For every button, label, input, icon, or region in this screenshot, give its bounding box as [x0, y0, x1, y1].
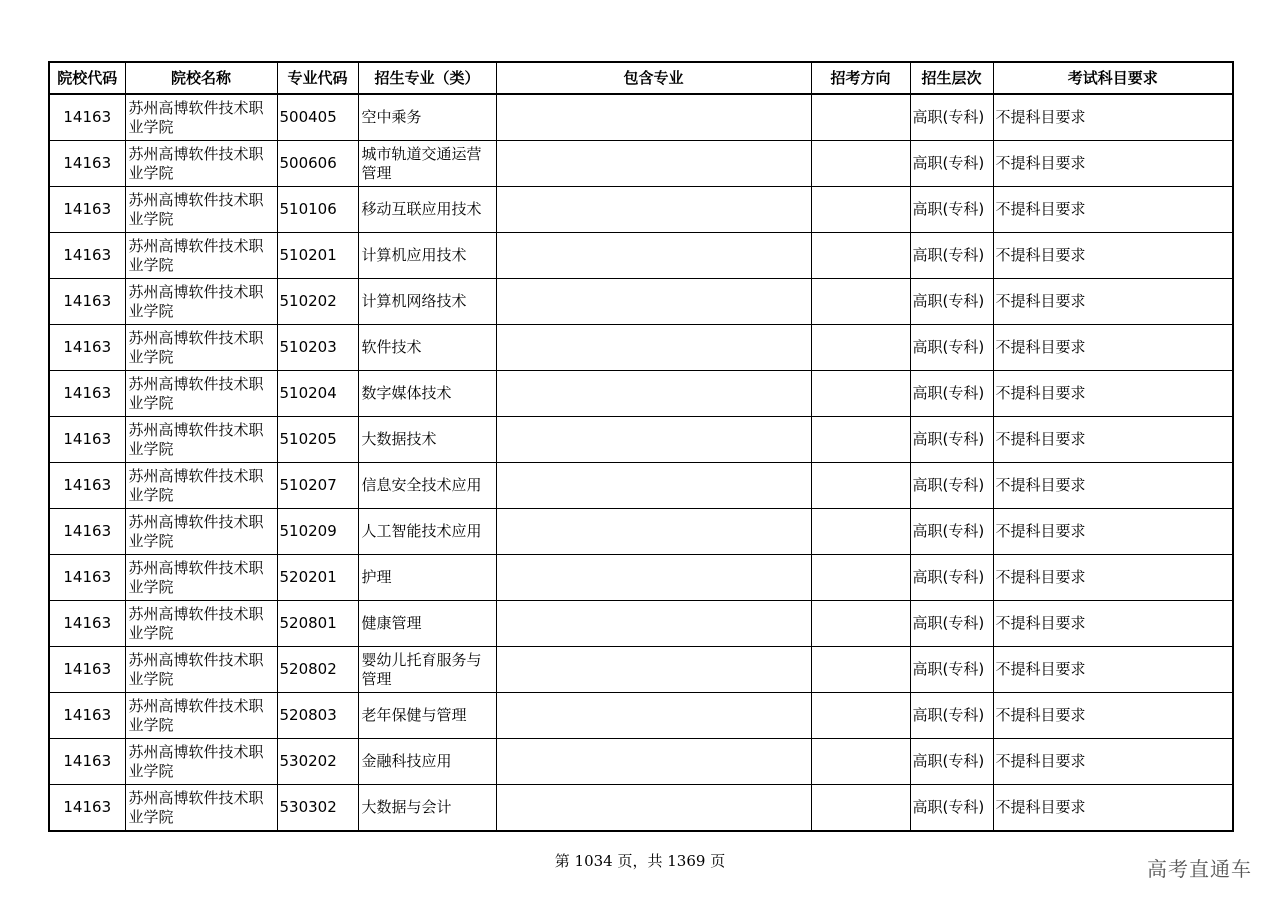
table-row	[49, 94, 1233, 141]
cell-included-majors	[496, 325, 811, 371]
cell-major: 计算机网络技术	[358, 279, 496, 325]
cell-level: 高职(专科)	[910, 785, 993, 832]
cell-school-code: 14163	[49, 463, 125, 509]
header-school-code: 院校代码	[49, 62, 125, 94]
admissions-table	[48, 61, 1234, 832]
cell-school-name: 苏州高博软件技术职业学院	[125, 739, 277, 785]
cell-included-majors	[496, 279, 811, 325]
cell-level: 高职(专科)	[910, 463, 993, 509]
cell-subject-requirement: 不提科目要求	[993, 555, 1233, 601]
cell-major: 信息安全技术应用	[358, 463, 496, 509]
cell-school-code: 14163	[49, 739, 125, 785]
cell-level: 高职(专科)	[910, 371, 993, 417]
cell-school-name: 苏州高博软件技术职业学院	[125, 555, 277, 601]
cell-direction	[811, 417, 910, 463]
cell-school-code: 14163	[49, 279, 125, 325]
cell-school-name: 苏州高博软件技术职业学院	[125, 141, 277, 187]
cell-major-code: 510204	[277, 371, 358, 417]
cell-school-code: 14163	[49, 371, 125, 417]
page-number: 第 1034 页，共 1369 页	[554, 852, 726, 870]
table-row	[49, 463, 1233, 509]
cell-major: 空中乘务	[358, 94, 496, 141]
cell-subject-requirement: 不提科目要求	[993, 141, 1233, 187]
cell-subject-requirement: 不提科目要求	[993, 94, 1233, 141]
cell-major: 护理	[358, 555, 496, 601]
cell-school-code: 14163	[49, 325, 125, 371]
cell-level: 高职(专科)	[910, 233, 993, 279]
cell-school-name: 苏州高博软件技术职业学院	[125, 693, 277, 739]
cell-major-code: 510106	[277, 187, 358, 233]
cell-school-code: 14163	[49, 693, 125, 739]
cell-direction	[811, 141, 910, 187]
cell-school-name: 苏州高博软件技术职业学院	[125, 187, 277, 233]
cell-included-majors	[496, 555, 811, 601]
cell-school-name: 苏州高博软件技术职业学院	[125, 509, 277, 555]
cell-major-code: 530302	[277, 785, 358, 832]
cell-major-code: 520801	[277, 601, 358, 647]
table-row	[49, 555, 1233, 601]
cell-level: 高职(专科)	[910, 601, 993, 647]
table-row	[49, 417, 1233, 463]
table-row	[49, 509, 1233, 555]
cell-level: 高职(专科)	[910, 509, 993, 555]
cell-included-majors	[496, 463, 811, 509]
cell-major-code: 520803	[277, 693, 358, 739]
cell-major: 数字媒体技术	[358, 371, 496, 417]
cell-subject-requirement: 不提科目要求	[993, 509, 1233, 555]
table-row	[49, 187, 1233, 233]
cell-school-code: 14163	[49, 647, 125, 693]
cell-direction	[811, 279, 910, 325]
cell-school-code: 14163	[49, 555, 125, 601]
cell-school-name: 苏州高博软件技术职业学院	[125, 463, 277, 509]
cell-subject-requirement: 不提科目要求	[993, 693, 1233, 739]
table-row	[49, 141, 1233, 187]
table-row	[49, 279, 1233, 325]
cell-subject-requirement: 不提科目要求	[993, 601, 1233, 647]
cell-major-code: 530202	[277, 739, 358, 785]
cell-school-name: 苏州高博软件技术职业学院	[125, 785, 277, 832]
cell-school-code: 14163	[49, 141, 125, 187]
cell-direction	[811, 371, 910, 417]
cell-subject-requirement: 不提科目要求	[993, 279, 1233, 325]
cell-major: 老年保健与管理	[358, 693, 496, 739]
table-row	[49, 371, 1233, 417]
cell-major: 金融科技应用	[358, 739, 496, 785]
cell-included-majors	[496, 785, 811, 832]
cell-included-majors	[496, 417, 811, 463]
table-row	[49, 647, 1233, 693]
cell-direction	[811, 509, 910, 555]
cell-major-code: 520201	[277, 555, 358, 601]
cell-major-code: 510201	[277, 233, 358, 279]
cell-level: 高职(专科)	[910, 187, 993, 233]
cell-major-code: 500405	[277, 94, 358, 141]
cell-level: 高职(专科)	[910, 279, 993, 325]
header-direction: 招考方向	[811, 62, 910, 94]
table-row	[49, 233, 1233, 279]
cell-direction	[811, 555, 910, 601]
cell-direction	[811, 693, 910, 739]
cell-level: 高职(专科)	[910, 325, 993, 371]
table-header-row	[49, 62, 1233, 94]
cell-level: 高职(专科)	[910, 555, 993, 601]
cell-major-code: 510203	[277, 325, 358, 371]
table-row	[49, 785, 1233, 832]
cell-major: 软件技术	[358, 325, 496, 371]
cell-major-code: 500606	[277, 141, 358, 187]
header-major-code: 专业代码	[277, 62, 358, 94]
cell-level: 高职(专科)	[910, 739, 993, 785]
cell-direction	[811, 233, 910, 279]
header-level: 招生层次	[910, 62, 993, 94]
cell-school-code: 14163	[49, 509, 125, 555]
cell-subject-requirement: 不提科目要求	[993, 739, 1233, 785]
cell-subject-requirement: 不提科目要求	[993, 647, 1233, 693]
cell-level: 高职(专科)	[910, 647, 993, 693]
cell-direction	[811, 463, 910, 509]
cell-major: 人工智能技术应用	[358, 509, 496, 555]
cell-included-majors	[496, 141, 811, 187]
cell-subject-requirement: 不提科目要求	[993, 417, 1233, 463]
cell-school-code: 14163	[49, 233, 125, 279]
cell-major: 计算机应用技术	[358, 233, 496, 279]
cell-included-majors	[496, 94, 811, 141]
cell-subject-requirement: 不提科目要求	[993, 463, 1233, 509]
cell-school-name: 苏州高博软件技术职业学院	[125, 94, 277, 141]
cell-major: 健康管理	[358, 601, 496, 647]
cell-level: 高职(专科)	[910, 693, 993, 739]
cell-subject-requirement: 不提科目要求	[993, 325, 1233, 371]
cell-major-code: 520802	[277, 647, 358, 693]
header-major: 招生专业（类）	[358, 62, 496, 94]
header-included-majors: 包含专业	[496, 62, 811, 94]
cell-school-name: 苏州高博软件技术职业学院	[125, 233, 277, 279]
table-row	[49, 325, 1233, 371]
header-subject-requirement: 考试科目要求	[993, 62, 1233, 94]
table-body	[49, 94, 1233, 831]
cell-direction	[811, 187, 910, 233]
header-school-name: 院校名称	[125, 62, 277, 94]
cell-school-name: 苏州高博软件技术职业学院	[125, 371, 277, 417]
cell-included-majors	[496, 739, 811, 785]
cell-major: 移动互联应用技术	[358, 187, 496, 233]
cell-included-majors	[496, 601, 811, 647]
cell-school-code: 14163	[49, 94, 125, 141]
cell-included-majors	[496, 509, 811, 555]
cell-direction	[811, 647, 910, 693]
cell-direction	[811, 94, 910, 141]
cell-direction	[811, 785, 910, 832]
cell-direction	[811, 325, 910, 371]
cell-included-majors	[496, 371, 811, 417]
cell-subject-requirement: 不提科目要求	[993, 233, 1233, 279]
cell-direction	[811, 739, 910, 785]
cell-major: 大数据技术	[358, 417, 496, 463]
cell-school-name: 苏州高博软件技术职业学院	[125, 647, 277, 693]
table-row	[49, 693, 1233, 739]
watermark-text: 高考直通车	[1147, 857, 1252, 881]
cell-subject-requirement: 不提科目要求	[993, 187, 1233, 233]
cell-school-code: 14163	[49, 187, 125, 233]
cell-major-code: 510209	[277, 509, 358, 555]
cell-school-name: 苏州高博软件技术职业学院	[125, 325, 277, 371]
cell-level: 高职(专科)	[910, 94, 993, 141]
cell-included-majors	[496, 693, 811, 739]
cell-school-code: 14163	[49, 417, 125, 463]
cell-major: 大数据与会计	[358, 785, 496, 832]
cell-included-majors	[496, 647, 811, 693]
cell-level: 高职(专科)	[910, 417, 993, 463]
cell-school-name: 苏州高博软件技术职业学院	[125, 279, 277, 325]
cell-level: 高职(专科)	[910, 141, 993, 187]
cell-major: 城市轨道交通运营管理	[358, 141, 496, 187]
cell-school-code: 14163	[49, 601, 125, 647]
cell-subject-requirement: 不提科目要求	[993, 785, 1233, 832]
cell-major-code: 510207	[277, 463, 358, 509]
cell-subject-requirement: 不提科目要求	[993, 371, 1233, 417]
table-row	[49, 601, 1233, 647]
table-row	[49, 739, 1233, 785]
cell-major-code: 510202	[277, 279, 358, 325]
cell-included-majors	[496, 233, 811, 279]
cell-school-name: 苏州高博软件技术职业学院	[125, 417, 277, 463]
cell-school-name: 苏州高博软件技术职业学院	[125, 601, 277, 647]
cell-direction	[811, 601, 910, 647]
cell-included-majors	[496, 187, 811, 233]
cell-major: 婴幼儿托育服务与管理	[358, 647, 496, 693]
cell-major-code: 510205	[277, 417, 358, 463]
cell-school-code: 14163	[49, 785, 125, 832]
